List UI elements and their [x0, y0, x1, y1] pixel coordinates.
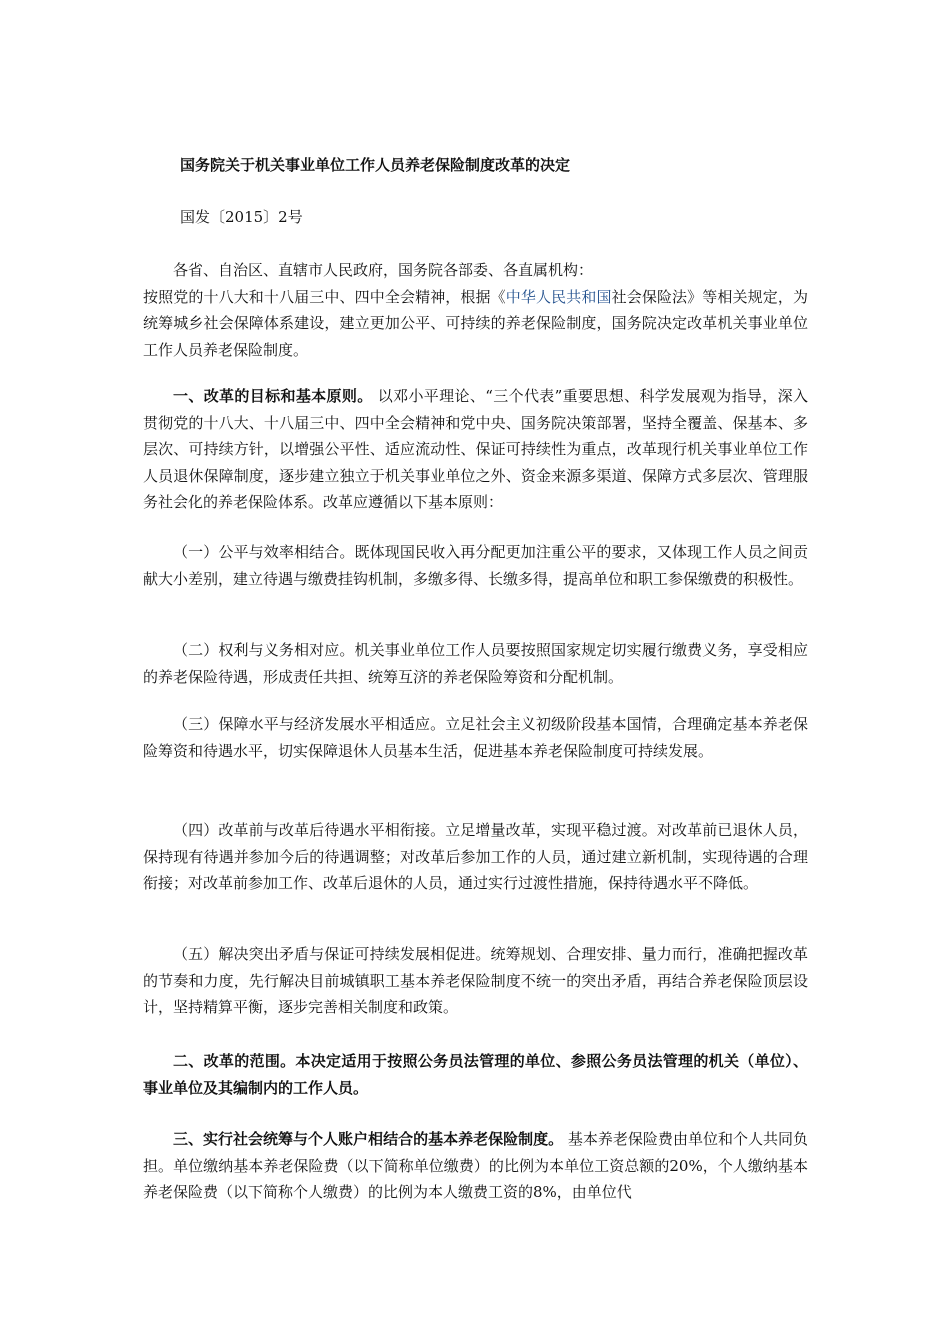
- document-title: 国务院关于机关事业单位工作人员养老保险制度改革的决定: [180, 156, 571, 174]
- principle-4: （四）改革前与改革后待遇水平相衔接。立足增量改革，实现平稳过渡。对改革前已退休人员，保持现有待遇并参加今后的待遇调整；对改革后参加工作的人员，通过建立新机制，实现待遇的合理衔接；对改革前参加工作、改革后退休的人员，通过实行过渡性措施，保持待遇水平不降低。: [143, 821, 808, 892]
- section-3: [143, 1126, 808, 1206]
- principle-3: （三）保障水平与经济发展水平相适应。立足社会主义初级阶段基本国情，合理确定基本养老保险筹资和待遇水平，切实保障退休人员基本生活，促进基本养老保险制度可持续发展。: [143, 715, 808, 760]
- intro-before-link: 按照党的十八大和十八届三中、四中全会精神，根据《: [143, 287, 506, 306]
- section-3-body: 基本养老保险费由单位和个人共同负担。单位缴纳基本养老保险费（以下简称单位缴费）的比例为本单位工资总额的20%，个人缴纳基本养老保险费（以下简称个人缴费）的比例为本人缴费工资的8%，由单位代: [143, 1130, 808, 1201]
- section-1-body: 以邓小平理论、“三个代表”重要思想、科学发展观为指导，深入贯彻党的十八大、十八届三中、四中全会精神和党中央、国务院决策部署，坚持全覆盖、保基本、多层次、可持续方针，以增强公平性、适应流动性、保证可持续性为重点，改革现行机关事业单位工作人员退休保障制度，逐步建立独立于机关事业单位之外、资金来源多渠道、保障方式多层次、管理服务社会化的养老保险体系。改革应遵循以下基本原则：: [143, 387, 808, 511]
- section-1: [143, 383, 808, 516]
- intro-after-link: 社会保险法》等相关规定，为统筹城乡社会保障体系建设，建立更加公平、可持续的养老保险制度，国务院决定改革机关事业单位工作人员养老保险制度。: [143, 287, 808, 359]
- addressees-text: 各省、自治区、直辖市人民政府，国务院各部委、各直属机构：: [173, 261, 594, 279]
- addressees: [143, 257, 808, 363]
- principle-1: （一）公平与效率相结合。既体现国民收入再分配更加注重公平的要求，又体现工作人员之间贡献大小差别，建立待遇与缴费挂钩机制，多缴多得、长缴多得，提高单位和职工参保缴费的积极性。: [143, 543, 808, 588]
- document-number: 国发〔2015〕2号: [180, 208, 303, 226]
- section-2: 二、改革的范围。本决定适用于按照公务员法管理的单位、参照公务员法管理的机关（单位）、事业单位及其编制内的工作人员。: [143, 1052, 808, 1097]
- law-name-link[interactable]: 中华人民共和国: [505, 287, 612, 306]
- section-3-heading: 三、实行社会统筹与个人账户相结合的基本养老保险制度。: [173, 1130, 564, 1148]
- section-1-heading: 一、改革的目标和基本原则。: [173, 387, 373, 405]
- principle-2: （二）权利与义务相对应。机关事业单位工作人员要按照国家规定切实履行缴费义务，享受相应的养老保险待遇，形成责任共担、统筹互济的养老保险筹资和分配机制。: [143, 641, 808, 686]
- principle-5: （五）解决突出矛盾与保证可持续发展相促进。统筹规划、合理安排、量力而行，准确把握改革的节奏和力度，先行解决目前城镇职工基本养老保险制度不统一的突出矛盾，再结合养老保险顶层设计，坚持精算平衡，逐步完善相关制度和政策。: [143, 945, 808, 1016]
